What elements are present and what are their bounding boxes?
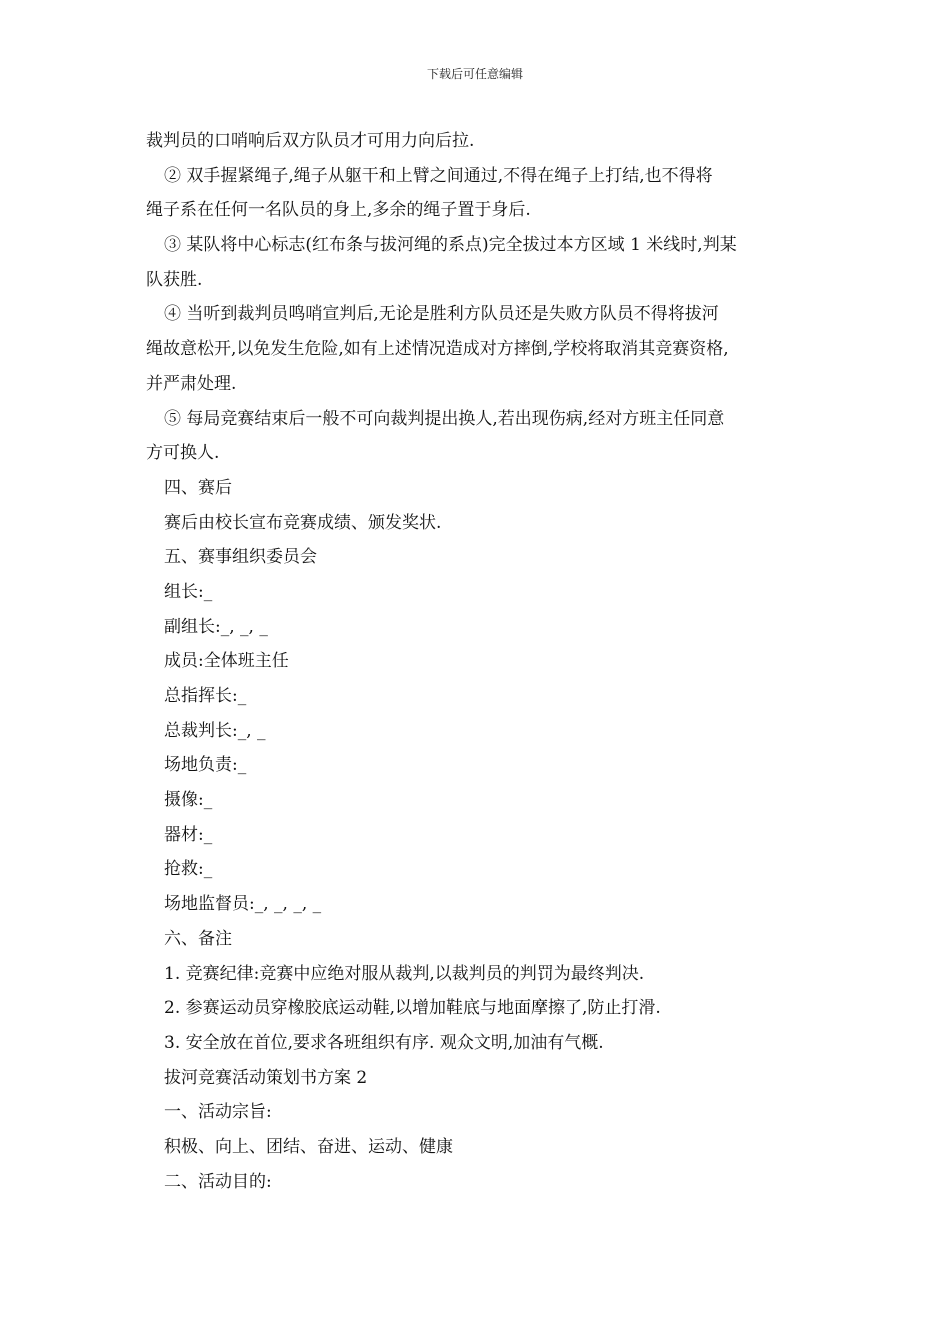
text-line: 成员:全体班主任 — [164, 651, 289, 672]
document-body — [0, 124, 950, 1199]
text-line: 一、活动宗旨: — [164, 1102, 272, 1123]
text-line: 二、活动目的: — [164, 1171, 272, 1192]
text-line: 赛后由校长宣布竞赛成绩、颁发奖状. — [164, 512, 442, 533]
text-line: ② 双手握紧绳子,绳子从躯干和上臂之间通过,不得在绳子上打结,也不得将 — [164, 165, 713, 186]
text-line: 副组长:_, _, _ — [164, 616, 268, 637]
text-line: 1. 竞赛纪律:竞赛中应绝对服从裁判,以裁判员的判罚为最终判决. — [164, 963, 645, 984]
text-line: 总裁判长:_, _ — [164, 720, 266, 741]
text-line: 场地监督员:_, _, _, _ — [164, 894, 322, 915]
text-line: 积极、向上、团结、奋进、运动、健康 — [164, 1136, 453, 1157]
text-line: 器材:_ — [164, 824, 213, 845]
text-line: 摄像:_ — [164, 790, 213, 811]
text-line: 拔河竞赛活动策划书方案 2 — [164, 1067, 368, 1088]
text-line: 队获胜. — [146, 269, 203, 290]
text-line: 绳子系在任何一名队员的身上,多余的绳子置于身后. — [146, 200, 531, 221]
text-line: 方可换人. — [146, 443, 220, 464]
page-header: 下载后可任意编辑 — [426, 67, 523, 81]
text-line: 3. 安全放在首位,要求各班组织有序. 观众文明,加油有气概. — [164, 1032, 604, 1053]
text-line: 抢救:_ — [164, 859, 213, 880]
text-line: ⑤ 每局竞赛结束后一般不可向裁判提出换人,若出现伤病,经对方班主任同意 — [164, 408, 725, 429]
text-line: ④ 当听到裁判员鸣哨宣判后,无论是胜利方队员还是失败方队员不得将拔河 — [164, 304, 719, 325]
text-line: 五、赛事组织委员会 — [164, 547, 317, 568]
text-line: 六、备注 — [164, 928, 232, 949]
text-line: 总指挥长:_ — [164, 686, 247, 706]
text-line: 2. 参赛运动员穿橡胶底运动鞋,以增加鞋底与地面摩擦了,防止打滑. — [164, 998, 661, 1019]
text-line: 裁判员的口哨响后双方队员才可用力向后拉. — [146, 131, 475, 151]
text-line: 组长:_ — [164, 581, 213, 602]
text-line: 四、赛后 — [164, 477, 232, 498]
text-line: 场地负责:_ — [164, 755, 247, 776]
text-line: 并严肃处理. — [146, 373, 237, 394]
text-line: ③ 某队将中心标志(红布条与拔河绳的系点)完全拔过本方区域 1 米线时,判某 — [164, 235, 737, 256]
text-line: 绳故意松开,以免发生危险,如有上述情况造成对方摔倒,学校将取消其竞赛资格, — [146, 339, 729, 360]
